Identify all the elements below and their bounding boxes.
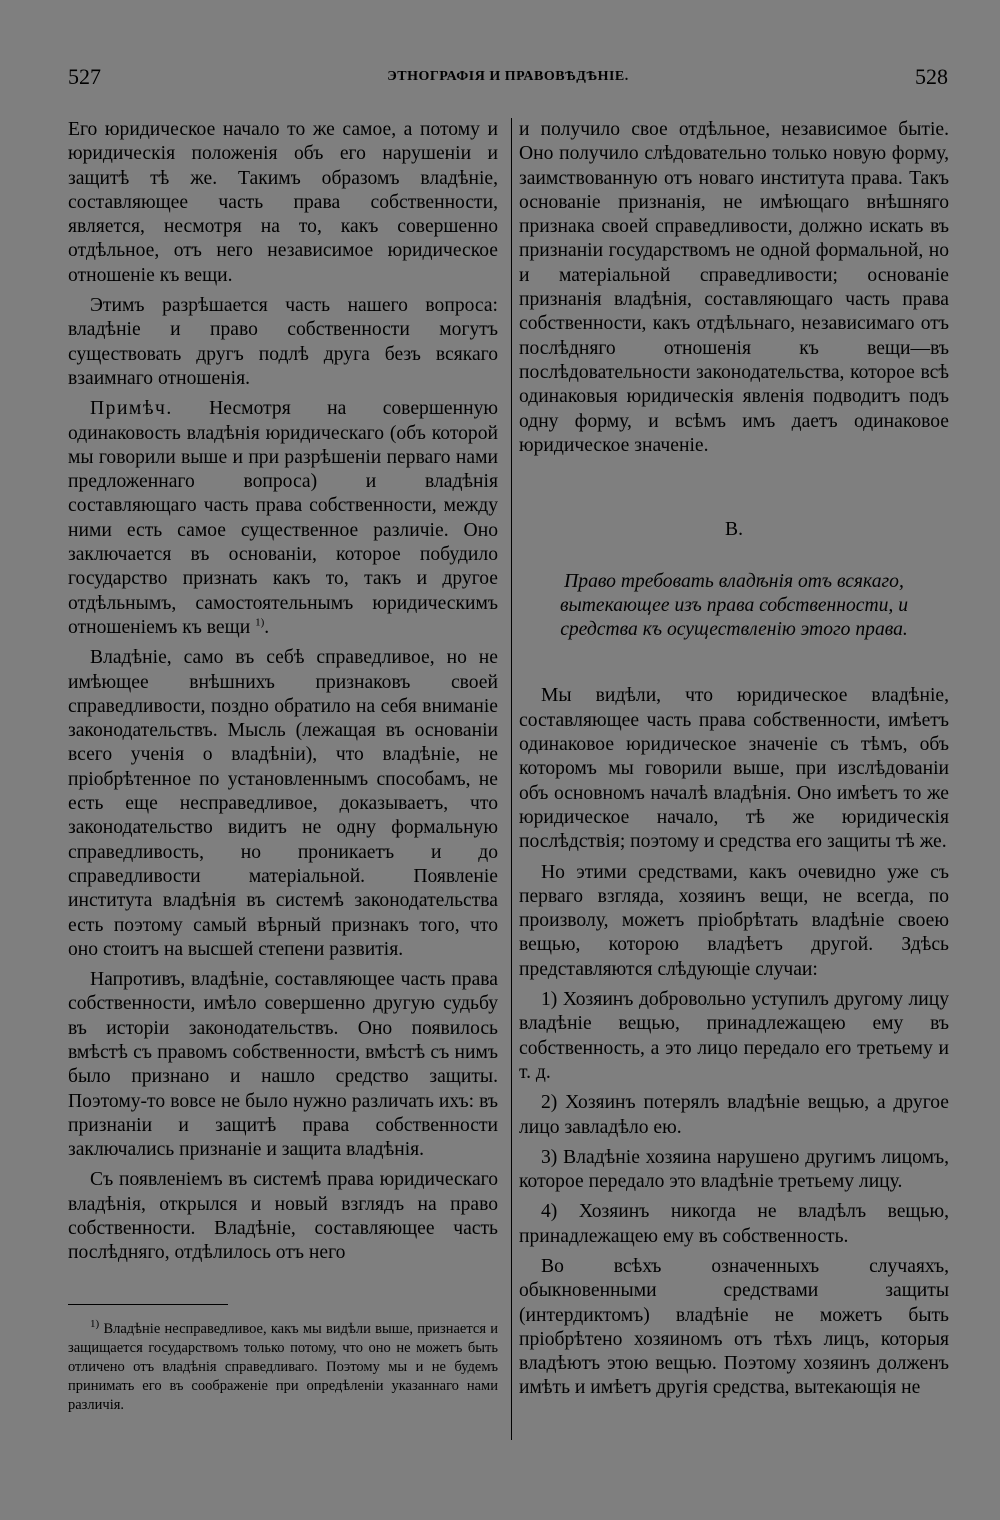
list-item: 1) Хозяинъ добровольно уступилъ другому лицу владѣніе вещью, принадлежащею ему въ собственность, а это лицо передало его третьему и т. д. xyxy=(519,989,949,1083)
note-text: Несмотря на совершенную одинаковость владѣнія юридическаго (объ которой мы говорили выше и при разрѣшеніи перваго нами предложеннаго вопроса) и владѣнія составляющаго часть права собственности, между ними есть самое существенное различіе. Оно заключается въ основаніи, которое побудило государство признать какъ то, такъ и другое отдѣльнымъ, самостоятельнымъ юридическимъ отношеніемъ къ вещи xyxy=(68,398,499,638)
note-paragraph: Примѣч. Несмотря на совершенную одинаковость владѣнія юридическаго (объ которой мы говорили выше и при разрѣшеніи перваго нами предложеннаго вопроса) и владѣнія составляющаго часть права собственности, между ними есть самое существенное различіе. Оно заключается въ основаніи, которое побудило государство признать какъ то, такъ и другое отдѣльнымъ, самостоятельнымъ юридическимъ отношеніемъ къ вещи $^{1)}$. xyxy=(68,398,499,638)
paragraph: Этимъ разрѣшается часть нашего вопроса: владѣніе и право собственности могутъ существовать другъ подлѣ друга безъ всякаго взаимнаго отношенія. xyxy=(68,295,498,389)
note-label: Примѣч. xyxy=(90,398,173,420)
paragraph: Его юридическое начало то же самое, а потому и юридическія положенія объ его нарушеніи и защитѣ тѣ же. Такимъ образомъ владѣніе, составляющее часть права собственности, является, несмотря на то, какъ совершенно отдѣльное, отъ него независимое юридическое отношеніе къ вещи. xyxy=(68,119,498,286)
section-title: Право требовать владѣнія отъ всякаго, вытекающее изъ права собственности, и средства къ осуществленію этого права. xyxy=(559,571,909,641)
left-column xyxy=(68,118,498,1272)
paragraph: Во всѣхъ означенныхъ случаяхъ, обыкновенными средствами защиты (интердиктомъ) владѣніе не можетъ быть пріобрѣтено хозяиномъ отъ тѣхъ лицъ, которыя владѣютъ этою вещью. Поэтому хозяинъ долженъ имѣть и имѣетъ другія средства, вытекающія не xyxy=(519,1255,949,1399)
running-title: ЭТНОГРАФІЯ И ПРАВОВѢДѢНІЕ. xyxy=(387,69,629,84)
list-item: 3) Владѣніе хозяина нарушено другимъ лицомъ, которое передало это владѣніе третьему лицу. xyxy=(519,1146,949,1193)
page-number-right: 528 xyxy=(915,64,948,89)
column-divider xyxy=(511,118,512,1440)
footnote-divider xyxy=(68,1304,228,1305)
paragraph: Съ появленіемъ въ системѣ права юридическаго владѣнія, открылся и новый взглядъ на право собственности. Владѣніе, составляющее часть послѣдняго, отдѣлилось отъ него xyxy=(68,1169,498,1264)
list-item: 2) Хозяинъ потерялъ владѣніе вещью, а другое лицо завладѣло ею. xyxy=(519,1092,949,1138)
footnote-marker: 1) xyxy=(90,1318,100,1331)
footnote-ref: 1) xyxy=(255,616,265,629)
list-item: 4) Хозяинъ никогда не владѣлъ вещью, принадлежащею ему въ собственность. xyxy=(519,1201,949,1247)
page-header xyxy=(68,64,948,94)
paragraph: Мы видѣли, что юридическое владѣніе, составляющее часть права собственности, имѣетъ одинаковое юридическое значеніе съ тѣмъ, объ которомъ мы говорили выше, при изслѣдованіи объ основномъ началѣ владѣнія. Оно имѣетъ то же юридическое начало, тѣ же юридическія послѣдствія; поэтому и средства его защиты тѣ же. xyxy=(519,685,949,853)
footnote-text: Владѣніе несправедливое, какъ мы видѣли выше, признается и защищается государствомъ только потому, что оно не можетъ быть отличено отъ владѣнія справедливаго. Поэтому мы и не будемъ принимать его въ соображеніе при опредѣленіи указаннаго нами различія. xyxy=(68,1321,499,1413)
section-letter: В. xyxy=(725,519,743,541)
page-number-left: 527 xyxy=(68,64,101,89)
footnote xyxy=(68,1320,498,1415)
paragraph: Но этими средствами, какъ очевидно уже съ перваго взгляда, хозяинъ вещи, не всегда, по произволу, можетъ пріобрѣтать владѣніе своею вещью, которою владѣетъ другой. Здѣсь представляются слѣдующіе случаи: xyxy=(519,861,949,980)
right-column xyxy=(519,118,949,1407)
paragraph: и получило свое отдѣльное, независимое бытіе. Оно получило слѣдовательно только новую форму, заимствованную отъ новаго института права. Такъ основаніе признанія, не имѣющаго внѣшняго признака своей справедливости, должно искать въ признаніи государствомъ не одной формальной, но и матеріальной справедливости; основаніе признанія владѣнія, составляющаго часть права собственности, какъ отдѣльнаго, независимаго отъ послѣдняго отношенія къ вещи—въ послѣдовательности законодательства, которое всѣ одинаковыя юридическія явленія подводитъ подъ одну форму, и всѣмъ имъ даетъ одинаковое юридическое значеніе. xyxy=(519,119,949,456)
paragraph: Владѣніе, само въ себѣ справедливое, но не имѣющее внѣшнихъ признаковъ своей справедливости, поздно обратило на себя вниманіе законодательствъ. Мысль (лежащая въ основаніи всего ученія о владѣніи), что владѣніе, не пріобрѣтенное по установленнымъ способамъ, не есть еще несправедливое, доказываетъ, что законодательство видитъ не одну формальную справедливость, но проникаетъ и до справедливости матеріальной. Появленіе института владѣнія въ системѣ законодательства есть поэтому самый вѣрный признакъ того, что оно стоитъ на высшей степени развитія. xyxy=(68,647,498,960)
paragraph: Напротивъ, владѣніе, составляющее часть права собственности, имѣло совершенно другую судьбу въ исторіи законодательствъ. Оно появилось вмѣстѣ съ правомъ собственности, вмѣстѣ съ нимъ было признано и нашло средство защиты. Поэтому-то вовсе не было нужно различать ихъ: въ признаніи и защитѣ права собственности заключались признаніе и защита владѣнія. xyxy=(68,969,498,1161)
